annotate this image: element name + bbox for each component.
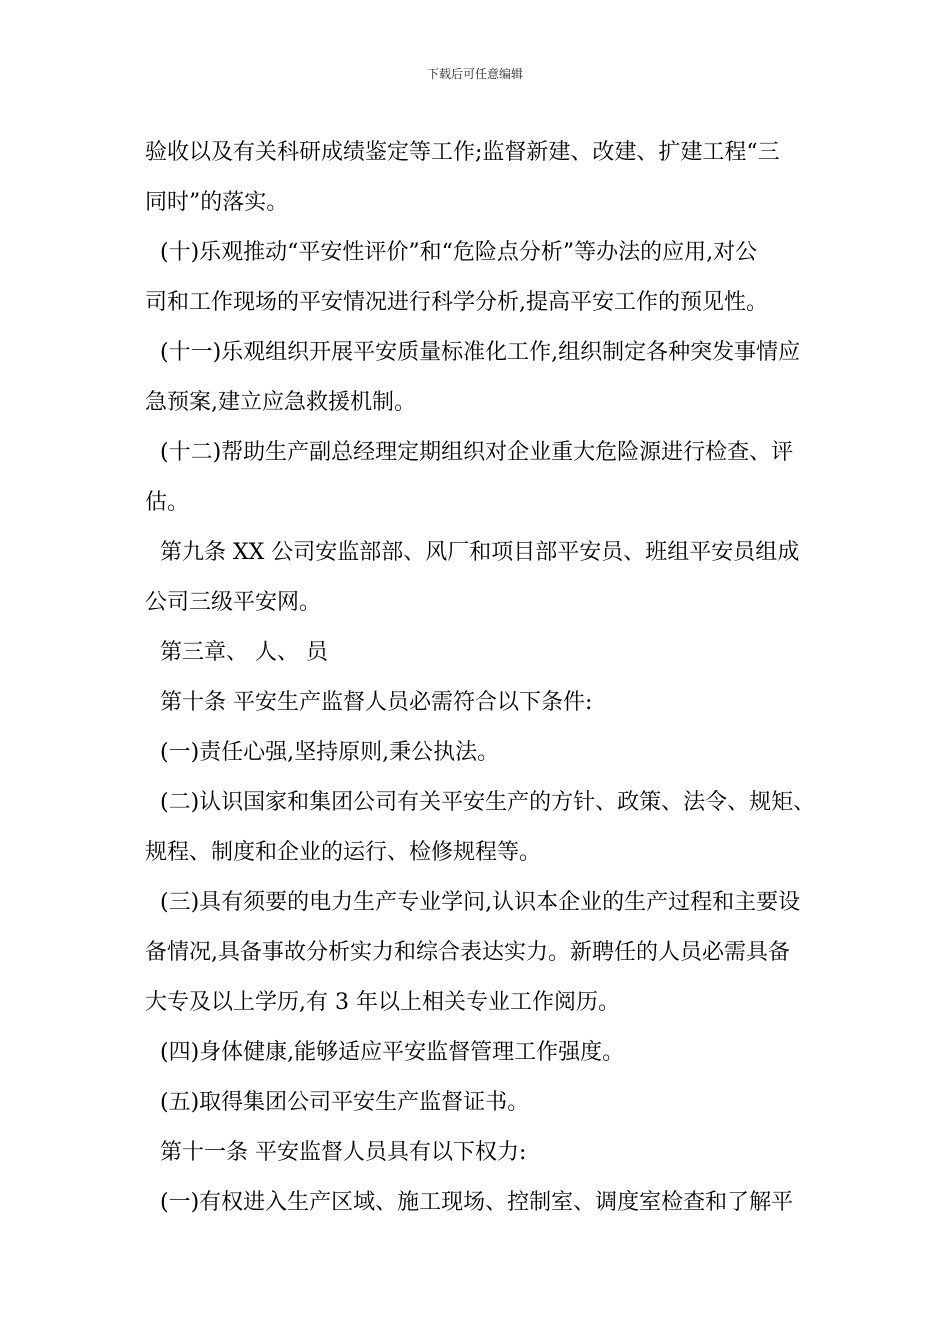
text-line-22: (一)有权进入生产区域、施工现场、控制室、调度室检查和了解平 [160, 1190, 794, 1215]
text-line-1: 验收以及有关科研成绩鉴定等工作;监督新建、改建、扩建工程“三 [145, 140, 780, 165]
text-line-3: (十)乐观推动“平安性评价”和“危险点分析”等办法的应用,对公 [160, 240, 758, 265]
text-line-13: (一)责任心强,坚持原则,秉公执法。 [160, 740, 500, 765]
text-line-12: 第十条 平安生产监督人员必需符合以下条件: [160, 690, 593, 715]
text-line-19: (四)身体健康,能够适应平安监督管理工作强度。 [160, 1040, 625, 1065]
chapter-heading: 第三章、 人、 员 [160, 640, 328, 665]
text-line-15: 规程、制度和企业的运行、检修规程等。 [145, 840, 542, 865]
text-line-20: (五)取得集团公司平安生产监督证书。 [160, 1090, 530, 1115]
text-line-16: (三)具有须要的电力生产专业学问,认识本企业的生产过程和主要设 [160, 890, 801, 915]
text-line-9: 第九条 XX 公司安监部部、风厂和项目部平安员、班组平安员组成 [160, 540, 800, 565]
text-line-8: 估。 [145, 490, 190, 515]
document-body [145, 128, 825, 1228]
text-line-21: 第十一条 平安监督人员具有以下权力: [160, 1140, 527, 1165]
text-line-5: (十一)乐观组织开展平安质量标准化工作,组织制定各种突发事情应 [160, 340, 801, 365]
text-line-17: 备情况,具备事故分析实力和综合表达实力。新聘任的人员必需具备 [145, 940, 790, 965]
page-header: 下载后可任意编辑 [426, 67, 523, 81]
text-line-7: (十二)帮助生产副总经理定期组织对企业重大危险源进行检查、评 [160, 440, 794, 465]
text-line-10: 公司三级平安网。 [145, 590, 322, 615]
text-line-2: 同时”的落实。 [145, 190, 289, 215]
text-line-4: 司和工作现场的平安情况进行科学分析,提高平安工作的预见性。 [145, 290, 768, 315]
text-line-14: (二)认识国家和集团公司有关平安生产的方针、政策、法令、规矩、 [160, 790, 816, 815]
text-line-6: 急预案,建立应急救援机制。 [145, 390, 416, 415]
text-line-18: 大专及以上学历,有 3 年以上相关专业工作阅历。 [145, 990, 620, 1015]
